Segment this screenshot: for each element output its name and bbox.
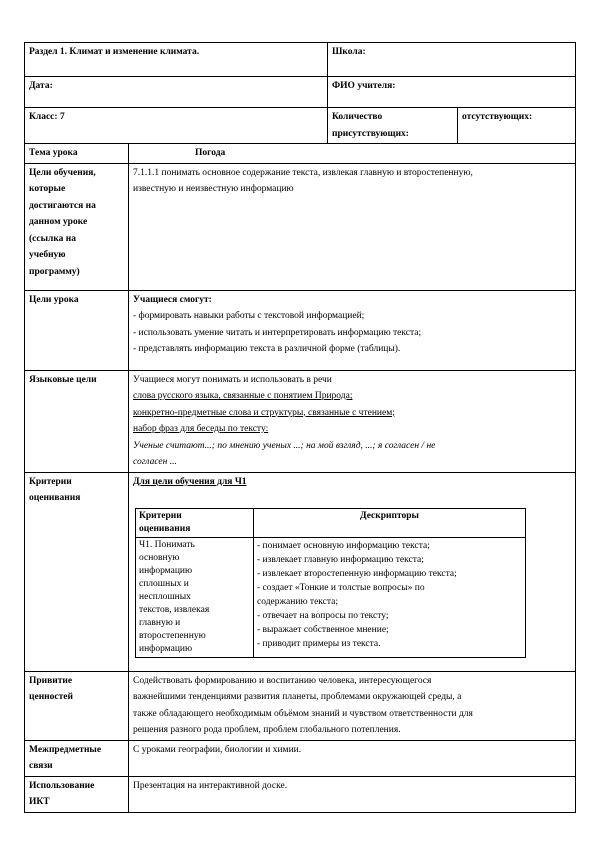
- values-text-line: важнейшими тенденциями развития планеты, проблемами окружающей среды, а: [133, 692, 462, 702]
- present-count-line1: Количество: [332, 112, 383, 122]
- descriptor-line: - понимает основную информацию текста;: [257, 541, 430, 551]
- values-label-line: Привитие: [29, 675, 73, 686]
- lesson-goals-value: [129, 290, 576, 370]
- criteria-label-line: Критерии: [29, 476, 72, 487]
- values-text-line: также обладающего необходимым объёмом знаний и чувством ответственности для: [133, 708, 473, 719]
- absent-label: отсутствующих:: [458, 108, 576, 144]
- language-item: конкретно-предметные слова и структуры, связанные с чтением;: [133, 407, 395, 418]
- section-title: Раздел 1. Климат и изменение климата.: [25, 43, 328, 77]
- goals-label-line: (ссылка на: [29, 233, 77, 244]
- values-text-line: Содействовать формированию и воспитанию человека, интересующегося: [133, 675, 432, 686]
- criteria-cell-right: [254, 538, 526, 658]
- criteria-left-line: несплошных: [139, 592, 191, 602]
- criteria-head-left: [136, 509, 254, 538]
- descriptor-line: - создает «Тонкие и толстые вопросы» по: [257, 583, 425, 593]
- criteria-cell-left: [136, 538, 254, 658]
- language-item: слова русского языка, связанные с понятием Природа;: [133, 391, 353, 401]
- row-ict: [25, 776, 576, 812]
- criteria-left-line: сплошных и: [139, 579, 189, 589]
- values-text: [129, 671, 576, 740]
- teacher-label: ФИО учителя:: [328, 77, 576, 108]
- criteria-left-line: второстепенную: [139, 631, 206, 641]
- row-class: [25, 108, 576, 144]
- ict-label-line: Использование: [29, 780, 95, 791]
- cross-text: С уроками географии, биологии и химии.: [129, 740, 576, 776]
- criteria-value: [129, 472, 576, 671]
- goals-label-line: достигаются на: [29, 200, 96, 211]
- lesson-plan: [24, 42, 575, 813]
- row-criteria: [25, 472, 576, 671]
- values-text-line: решения разного рода проблем, проблем глобального потепления.: [133, 725, 401, 735]
- language-intro: Учащиеся могут понимать и использовать в речи: [133, 374, 332, 385]
- language-phrases: Ученые считают...; по мнению ученых ...; на мой взгляд, ...; я согласен / не: [133, 440, 436, 451]
- criteria-left-line: информацию: [139, 644, 193, 654]
- row-cross: [25, 740, 576, 776]
- topic-label: Тема урока: [25, 144, 129, 164]
- lesson-goals-item: - формировать навыки работы с текстовой информацией;: [133, 311, 365, 321]
- criteria-table-row: [136, 538, 526, 658]
- lesson-goals-item: - использовать умение читать и интерпретировать информацию текста;: [133, 327, 422, 338]
- criteria-head-left-line: оценивания: [139, 524, 191, 534]
- goals-label-line: которые: [29, 184, 66, 194]
- lesson-goals-label: Цели урока: [25, 290, 129, 370]
- goals-label-line: данном уроке: [29, 217, 88, 227]
- language-phrases: согласен ...: [133, 457, 177, 467]
- language-item: набор фраз для беседы по тексту:: [133, 424, 269, 434]
- date-label: Дата:: [25, 77, 328, 108]
- criteria-left-line: текстов, извлекая: [139, 605, 210, 615]
- school-label: Школа:: [328, 43, 576, 77]
- lesson-goals-item: - представлять информацию текста в различной форме (таблицы).: [133, 344, 401, 354]
- row-date: [25, 77, 576, 108]
- row-values: [25, 671, 576, 740]
- goals-value-line: известную и неизвестную информацию: [133, 184, 294, 194]
- topic-value: Погода: [129, 144, 576, 164]
- descriptor-line: - извлекает второстепенную информацию текста;: [257, 569, 457, 579]
- goals-label: [25, 163, 129, 290]
- row-section: [25, 43, 576, 77]
- criteria-left-line: основную: [139, 553, 180, 563]
- language-value: [129, 370, 576, 472]
- criteria-table: [135, 508, 526, 658]
- lesson-goals-title: Учащиеся смогут:: [133, 294, 212, 305]
- cross-label-line: связи: [29, 761, 53, 771]
- row-goals: [25, 163, 576, 290]
- criteria-head-left-line: Критерии: [139, 511, 182, 521]
- row-language: [25, 370, 576, 472]
- present-count-label: [328, 108, 458, 144]
- goals-value: [129, 163, 576, 290]
- values-label-line: ценностей: [29, 692, 73, 702]
- descriptor-line: - приводит примеры из текста.: [257, 639, 381, 649]
- criteria-left-line: информацию: [139, 566, 193, 576]
- descriptor-line: содержанию текста;: [257, 597, 339, 607]
- criteria-label: [25, 472, 129, 671]
- goals-value-line: 7.1.1.1 понимать основное содержание текста, извлекая главную и второстепенную,: [133, 167, 473, 178]
- descriptor-line: - отвечает на вопросы по тексту;: [257, 611, 389, 621]
- descriptor-line: - выражает собственное мнение;: [257, 625, 389, 635]
- ict-text: Презентация на интерактивной доске.: [129, 776, 576, 812]
- present-count-line2: присутствующих:: [332, 128, 409, 139]
- goals-label-line: программу): [29, 266, 80, 277]
- ict-label: [25, 776, 129, 812]
- goals-label-line: Цели обучения,: [29, 167, 96, 178]
- lesson-plan-table: [24, 42, 576, 813]
- values-label: [25, 671, 129, 740]
- criteria-left-line: Ч1. Понимать: [139, 540, 195, 550]
- cross-label: [25, 740, 129, 776]
- row-topic: [25, 144, 576, 164]
- criteria-title: Для цели обучения для Ч1: [133, 476, 247, 487]
- criteria-left-line: главную и: [139, 618, 181, 628]
- criteria-head-right: Дескрипторы: [254, 509, 526, 538]
- criteria-label-line: оценивания: [29, 493, 81, 503]
- ict-label-line: ИКТ: [29, 797, 50, 807]
- class-label: Класс: 7: [25, 108, 328, 144]
- goals-label-line: учебную: [29, 250, 66, 260]
- row-lesson-goals: [25, 290, 576, 370]
- criteria-table-head: [136, 509, 526, 538]
- cross-label-line: Межпредметные: [29, 744, 102, 755]
- descriptor-line: - извлекает главную информацию текста;: [257, 555, 424, 565]
- language-label: Языковые цели: [25, 370, 129, 472]
